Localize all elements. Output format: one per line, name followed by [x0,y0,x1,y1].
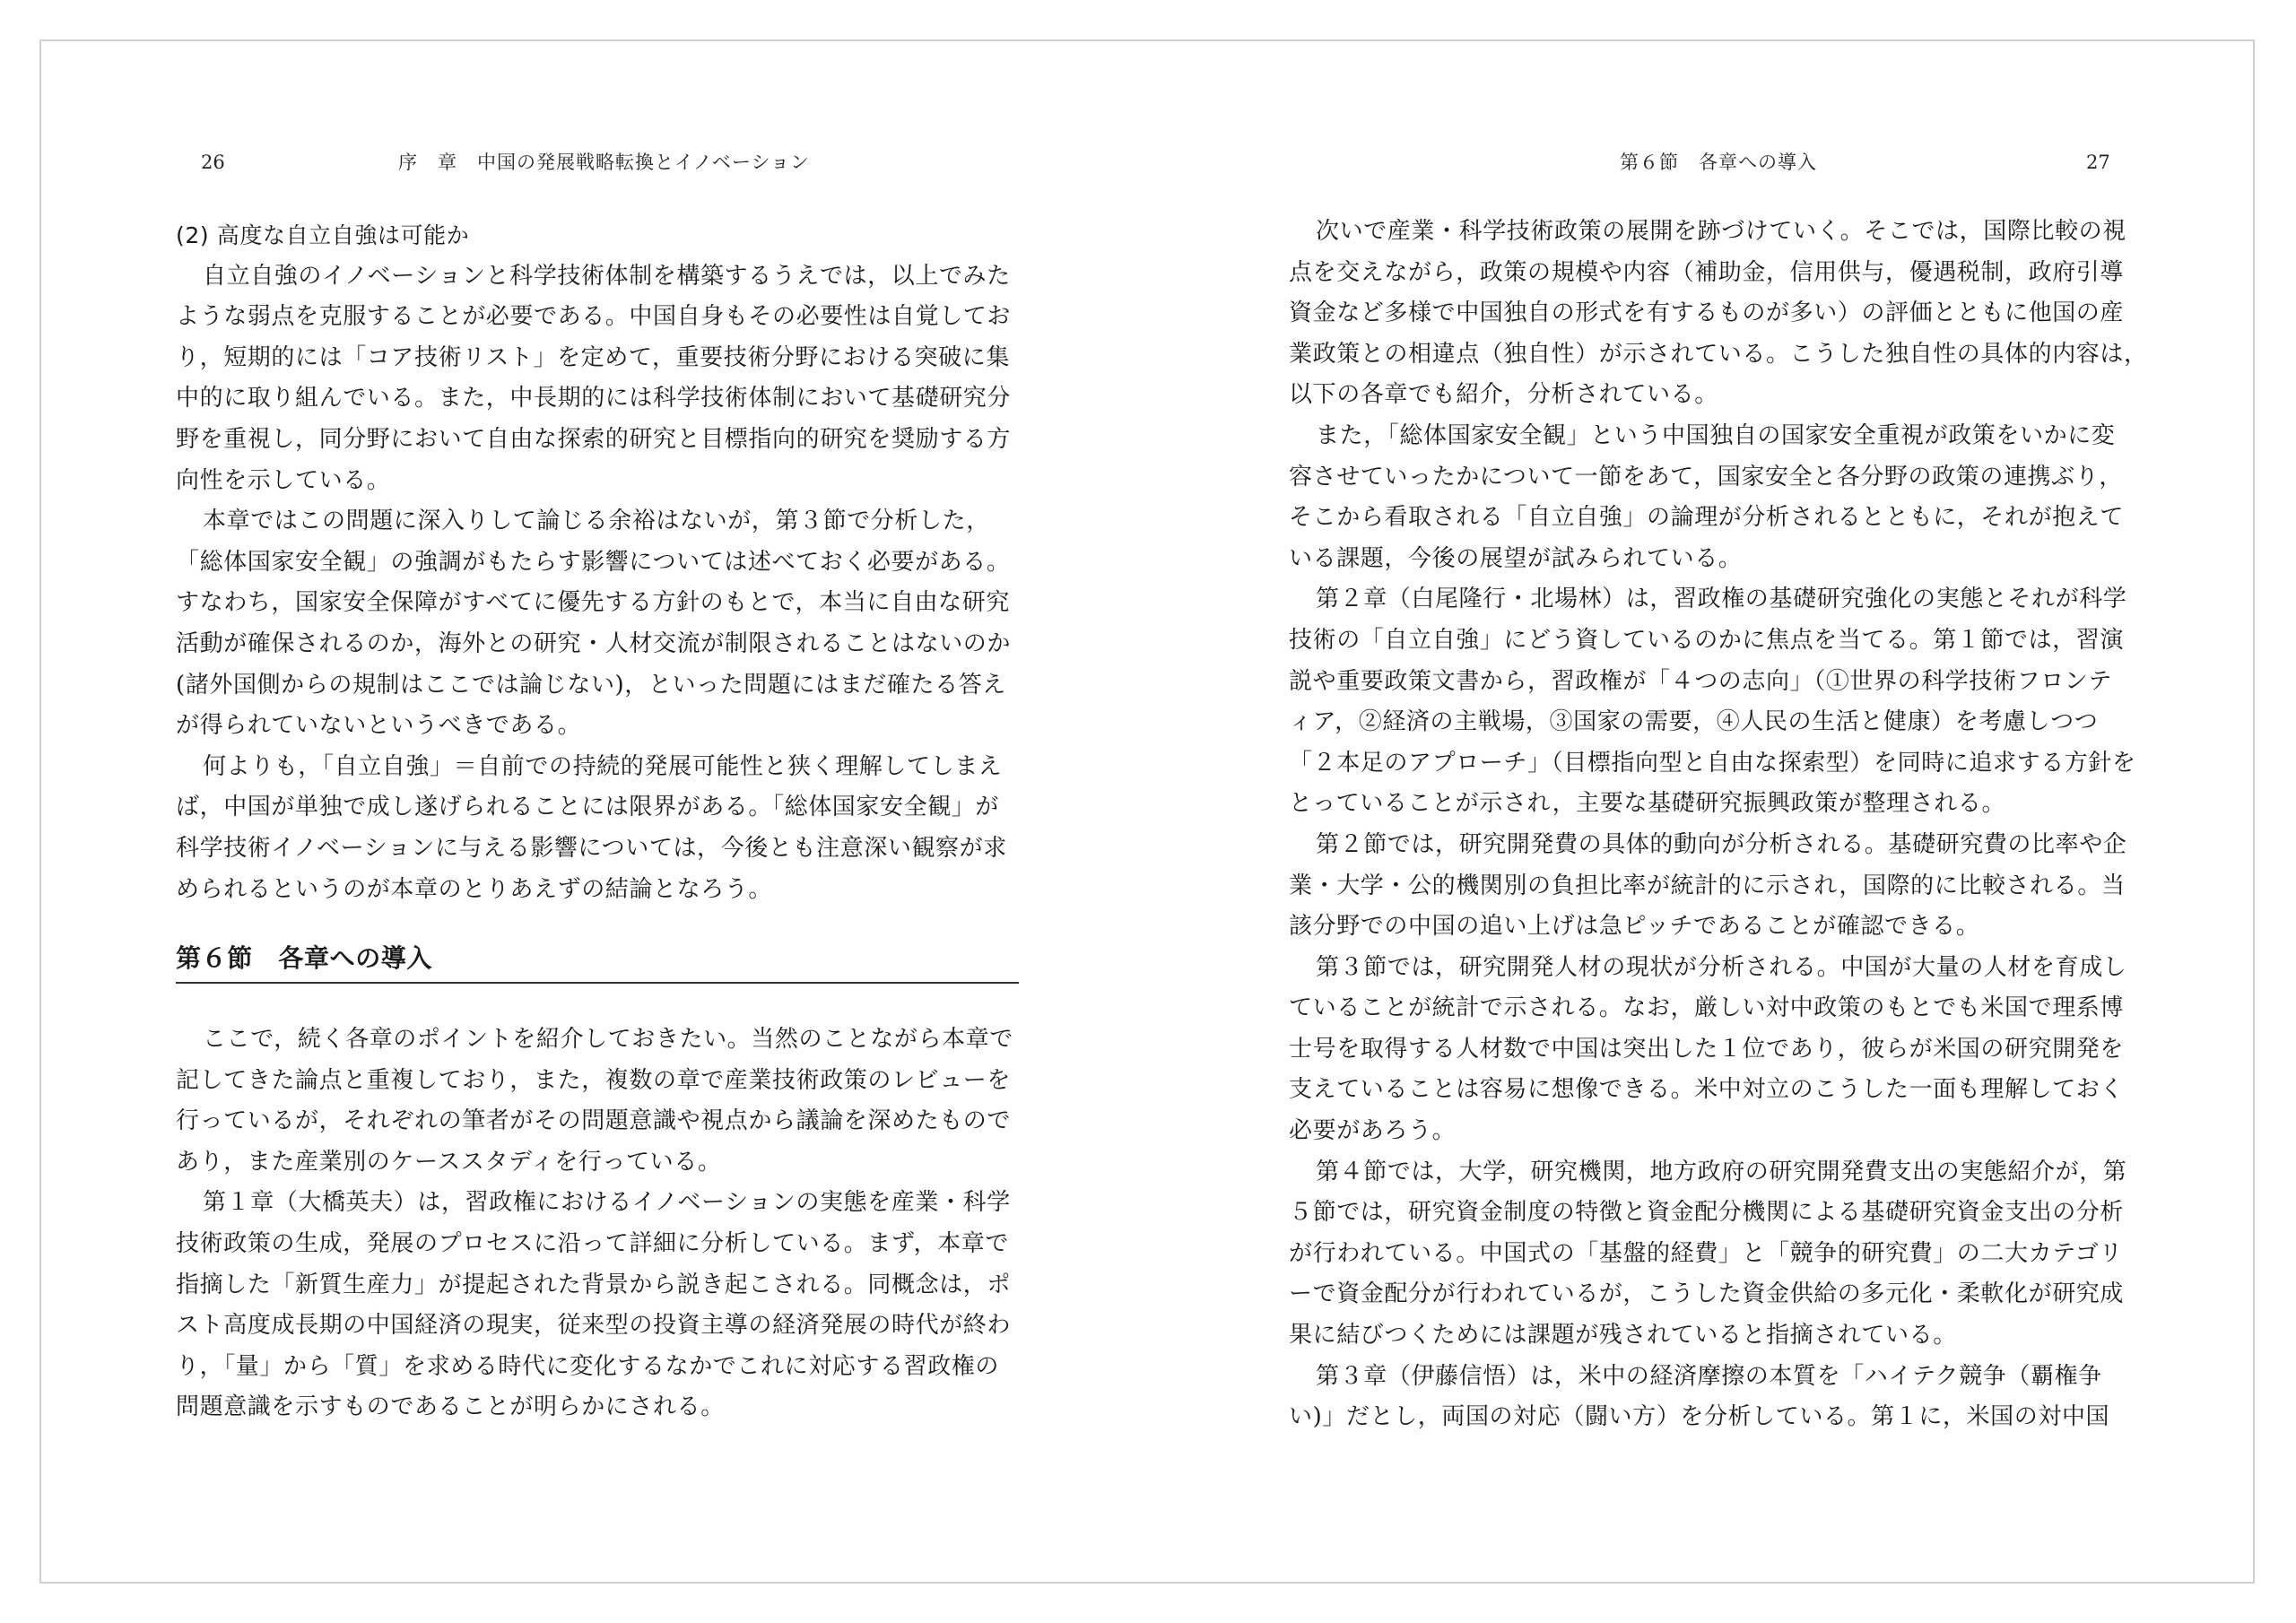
paragraph [176,1183,1019,1428]
text-line: 何よりも，「自立自強」＝自前での持続的発展可能性と狭く理解してしまえ [203,752,1003,780]
text-line: ていることが統計で示される。なお，厳しい対中政策のもとでも米国で理系博 [1289,994,2125,1022]
text-line: 次いで産業・科学技術政策の展開を跡づけていく。そこでは，国際比較の視 [1316,218,2126,245]
text-line: 以下の各章でも紹介，分析されている。 [1289,381,1718,409]
text-line: い)」だとし，両国の対応（闘い方）を分析している。第１に，米国の対中国 [1289,1403,2110,1431]
left-body-text [176,215,1019,1428]
text-line: 必要があろう。 [1289,1117,1457,1145]
text-line: り，短期的には「コア技術リスト」を定めて，重要技術分野における突破に集 [176,343,1010,371]
running-title-left: 序 章 中国の発展戦略転換とイノベーション [398,152,811,173]
paragraph [176,501,1019,747]
page-number-right: 27 [2086,152,2110,173]
text-line: 野を重視し，同分野において自由な探索的研究と目標指向的研究を奨励する方 [176,425,1012,453]
text-line: ような弱点を克服することが必要である。中国自身もその必要性は自覚してお [176,303,1012,331]
text-line: 指摘した「新質生産力」が提起された背景から説き起こされる。同概念は，ポ [176,1271,1012,1298]
paragraph [1289,825,2132,948]
paragraph [1289,212,2148,416]
text-line: スト高度成長期の中国経済の現実，従来型の投資主導の経済発展の時代が終わ [176,1312,1012,1340]
text-line: 向性を示している。 [176,466,391,494]
text-line: ーで資金配分が行われているが，こうした資金供給の多元化・柔軟化が研究成 [1289,1280,2125,1308]
paragraph [176,1020,1019,1183]
text-line: 該分野での中国の追い上げは急ピッチであることが確認できる。 [1289,913,1980,941]
text-line: 第２章（白尾隆行・北場林）は，習政権の基礎研究強化の実態とそれが科学 [1316,586,2127,613]
text-line: 自立自強のイノベーションと科学技術体制を構築するうえでは，以上でみた [203,262,1011,290]
text-line: 容させていったかについて一節をあて，国家安全と各分野の政策の連携ぶり， [1289,463,2123,490]
text-line: ここで，続く各章のポイントを紹介しておきたい。当然のことながら本章で [203,1026,1013,1054]
text-line: 業政策との相違点（独自性）が示されている。こうした独自性の具体的内容は， [1289,340,2148,368]
running-title-right: 第６節 各章への導入 [1620,152,1817,173]
text-line: 行っているが，それぞれの筆者がその問題意識や視点から議論を深めたもので [176,1107,1012,1135]
text-line: すなわち，国家安全保障がすべてに優先する方針のもとで，本当に自由な研究 [176,589,1010,617]
text-line: 技術政策の生成，発展のプロセスに沿って詳細に分析している。まず，本章で [176,1230,1009,1258]
text-line: 「総体国家安全観」の強調がもたらす影響については述べておく必要がある。 [176,548,1011,576]
text-line: 業・大学・公的機関別の負担比率が統計的に示され，国際的に比較される。当 [1289,872,2126,899]
text-line: 資金など多様で中国独自の形式を有するものが多い）の評価とともに他国の産 [1289,299,2125,327]
running-head-right [1289,149,2132,176]
text-line: 点を交えながら，政策の規模や内容（補助金，信用供与，優遇税制，政府引導 [1289,258,2125,286]
right-body-text [1289,212,2148,1438]
text-line: そこから看取される「自立自強」の論理が分析されるとともに，それが抱えて [1289,504,2125,532]
text-line: 技術の「自立自強」にどう資しているのかに焦点を当てる。第１節では，習演 [1289,626,2125,654]
text-line: 活動が確保されるのか，海外との研究・人材交流が制限されることはないのか [176,629,1012,657]
text-line: が行われている。中国式の「基盤的経費」と「競争的研究費」の二大カテゴリ [1289,1239,2123,1267]
paragraph [1289,1152,2132,1357]
text-line: 果に結びつくためには課題が残されていると指摘されている。 [1289,1322,1957,1350]
paragraph [1289,579,2136,825]
text-line: ィア，②経済の主戦場，③国家の需要，④人民の生活と健康）を考慮しつつ [1289,708,2099,736]
subsection-heading: (2) 高度な自立自強は可能か [176,222,470,248]
section-heading: 第６節 各章への導入 [176,937,1019,984]
text-line: 士号を取得する人材数で中国は突出した１位であり，彼らが米国の研究開発を [1289,1035,2125,1063]
text-line: あり，また産業別のケーススタディを行っている。 [176,1148,722,1176]
paragraph [1289,948,2132,1152]
paragraph [176,256,1019,502]
text-line: 支えていることは容易に想像できる。米中対立のこうした一面も理解しておく [1289,1076,2125,1104]
paragraph [1289,416,2132,579]
text-line: (諸外国側からの規制はここでは論じない)，といった問題にはまだ確たる答え [176,671,1006,699]
text-line: 中的に取り組んでいる。また，中長期的には科学技術体制において基礎研究分 [176,385,1012,412]
text-line: とっていることが示され，主要な基礎研究振興政策が整理される。 [1289,790,2006,818]
paragraph [176,747,1019,910]
text-line: いる課題，今後の展望が試みられている。 [1289,544,1743,572]
text-line: 問題意識を示すものであることが明らかにされる。 [176,1393,725,1421]
text-line: 第１章（大橋英夫）は，習政権におけるイノベーションの実態を産業・科学 [203,1189,1011,1217]
text-line: 「２本足のアプローチ」（目標指向型と自由な探索型）を同時に追求する方針を [1289,749,2136,777]
text-line: 第３章（伊藤信悟）は，米中の経済摩擦の本質を「ハイテク競争（覇権争 [1316,1362,2102,1390]
text-line: 第３節では，研究開発人材の現状が分析される。中国が大量の人材を育成し [1316,953,2127,981]
text-line: が得られていないというべきである。 [176,712,582,740]
text-line: ５節では，研究資金制度の特徴と資金配分機関による基礎研究資金支出の分析 [1289,1199,2125,1227]
text-line: 第４節では，大学，研究機関，地方政府の研究開発費支出の実態紹介が，第 [1316,1158,2127,1185]
text-line: 第２節では，研究開発費の具体的動向が分析される。基礎研究費の比率や企 [1316,830,2127,858]
text-line: められるというのが本章のとりあえずの結論となろう。 [176,875,773,903]
running-head-left [176,149,1019,176]
text-line: また，「総体国家安全観」という中国独自の国家安全重視が政策をいかに変 [1316,421,2116,449]
text-line: り，「量」から「質」を求める時代に変化するなかでこれに対応する習政権の [176,1352,1000,1380]
paragraph [1289,1357,2132,1438]
text-line: ば，中国が単独で成し遂げられることには限界がある。「総体国家安全観」が [176,794,1000,821]
text-line: 説や重要政策文書から，習政権が「４つの志向」（①世界の科学技術フロンテ [1289,667,2113,695]
page-number-left: 26 [201,152,225,173]
text-line: 科学技術イノベーションに与える影響については，今後とも注意深い観察が求 [176,834,1007,862]
text-line: 記してきた論点と重複しており，また，複数の章で産業技術政策のレビューを [176,1066,1012,1094]
text-line: 本章ではこの問題に深入りして論じる余裕はないが，第３節で分析した， [203,508,990,535]
